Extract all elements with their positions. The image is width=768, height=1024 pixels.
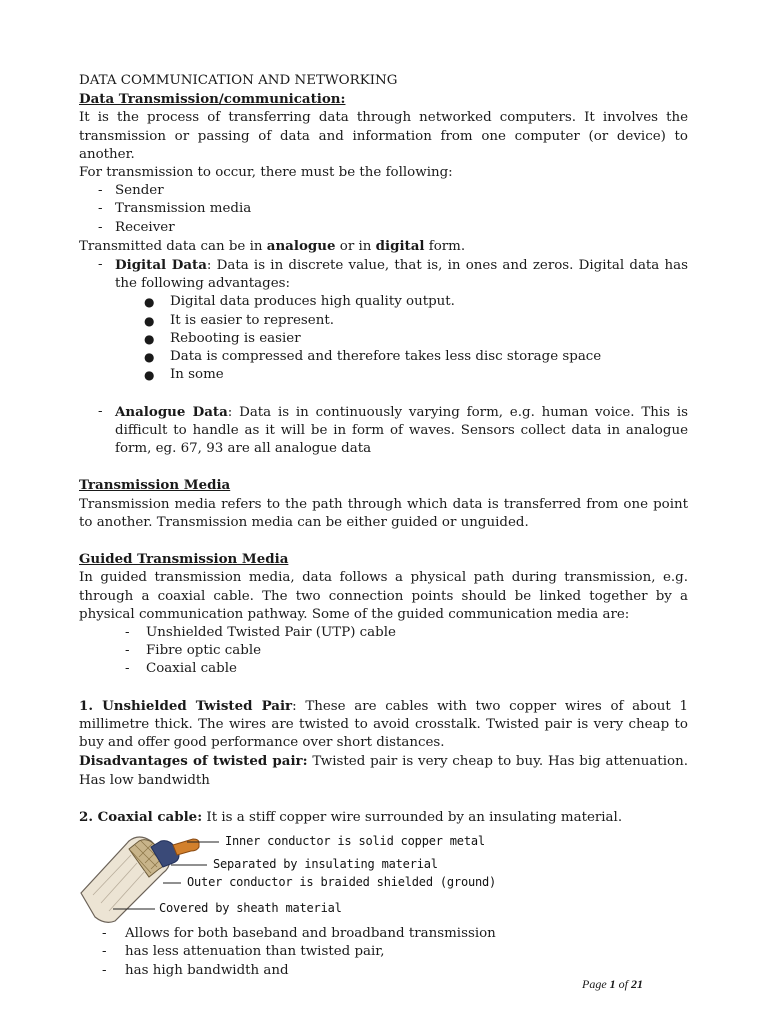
bullet-item bbox=[144, 348, 688, 366]
list-item bbox=[79, 642, 688, 660]
guided-media-paragraph: In guided transmission media, data follows a physical path during transmission, e.g. through a coaxial cable. The two connection points should be linked together by a physical communication pathway. Some of the guided communication media are: bbox=[79, 570, 688, 622]
list-item bbox=[79, 925, 688, 943]
utp-dis-label: Disadvantages of twisted pair: bbox=[79, 753, 308, 770]
transmission-media-paragraph: Transmission media refers to the path through which data is transferred from one point to another. Transmission media can be either guided or unguided. bbox=[79, 496, 688, 530]
bullet-dot: ● bbox=[144, 331, 155, 346]
bullet-dot: ● bbox=[144, 295, 155, 310]
bullet-text: In some bbox=[170, 367, 224, 383]
bullet-text: Rebooting is easier bbox=[170, 330, 301, 346]
analogue-data-label: Analogue Data bbox=[115, 403, 228, 420]
bullet-item bbox=[144, 312, 688, 330]
forms-pre: Transmitted data can be in bbox=[79, 238, 267, 254]
coax-label: 2. Coaxial cable: bbox=[79, 809, 203, 826]
footer-page-word: Page bbox=[582, 977, 610, 991]
bullet-text: Digital data produces high quality output. bbox=[170, 294, 455, 310]
footer-total-pages: 21 bbox=[631, 977, 643, 991]
section-heading-guided-media bbox=[79, 550, 688, 569]
spacer bbox=[79, 679, 688, 697]
bullet-item bbox=[144, 293, 688, 311]
coax-paragraph bbox=[79, 808, 688, 827]
list-dash: - bbox=[102, 962, 107, 978]
list-dash: - bbox=[125, 661, 130, 677]
digital-data-text: : Data is in discrete value, that is, in ones and zeros. Digital data has the following advantages: bbox=[115, 258, 688, 292]
utp-label: 1. Unshielded Twisted Pair bbox=[79, 697, 293, 714]
heading-text: Data Transmission/communication: bbox=[79, 91, 346, 108]
forms-analogue: analogue bbox=[266, 237, 336, 254]
list-dash: - bbox=[102, 944, 107, 960]
list-item-text: Sender bbox=[115, 183, 164, 199]
list-item bbox=[79, 660, 688, 678]
forms-post: form. bbox=[424, 238, 466, 254]
list-dash: - bbox=[125, 625, 130, 641]
list-dash: - bbox=[102, 926, 107, 942]
utp-paragraph bbox=[79, 697, 688, 753]
list-item-text: has less attenuation than twisted pair, bbox=[125, 944, 385, 960]
heading-text: Transmission Media bbox=[79, 477, 231, 494]
figure-label-sheath: Covered by sheath material bbox=[159, 901, 342, 916]
list-item-text: Transmission media bbox=[115, 201, 252, 217]
list-item-text: Coaxial cable bbox=[146, 661, 237, 677]
figure-label-insulating: Separated by insulating material bbox=[213, 857, 438, 872]
bullet-text: Data is compressed and therefore takes less disc storage space bbox=[170, 349, 602, 365]
document-page bbox=[79, 72, 688, 980]
coax-properties-list bbox=[79, 925, 688, 980]
list-item bbox=[79, 182, 688, 200]
figure-label-inner-conductor: Inner conductor is solid copper metal bbox=[225, 834, 485, 849]
bullet-item bbox=[144, 366, 688, 384]
spacer bbox=[79, 458, 688, 476]
guided-media-list bbox=[79, 624, 688, 679]
footer-of-word: of bbox=[615, 977, 631, 991]
list-item-text: Fibre optic cable bbox=[146, 643, 262, 659]
utp-text: : These are cables with two copper wires of about 1 millimetre thick. The wires are twisted to avoid crosstalk. Twisted pair is very cheap to buy and offer good performance over short distances. bbox=[79, 698, 688, 751]
bullet-dot: ● bbox=[144, 313, 155, 328]
section-heading-data-transmission bbox=[79, 90, 688, 109]
bullet-item bbox=[144, 330, 688, 348]
document-title: DATA COMMUNICATION AND NETWORKING bbox=[79, 73, 398, 88]
requirements-intro: For transmission to occur, there must be the following: bbox=[79, 165, 453, 181]
list-item-text: Unshielded Twisted Pair (UTP) cable bbox=[146, 625, 396, 641]
list-dash: - bbox=[125, 643, 130, 659]
list-dash: - bbox=[98, 219, 103, 235]
digital-data-label: Digital Data bbox=[115, 257, 207, 274]
bullet-dot: ● bbox=[144, 368, 155, 383]
page-footer bbox=[582, 977, 643, 992]
list-item bbox=[79, 200, 688, 218]
spacer bbox=[79, 790, 688, 808]
list-dash: - bbox=[98, 257, 103, 273]
section-heading-transmission-media bbox=[79, 476, 688, 495]
analogue-data-text: : Data is in continuously varying form, e.g. human voice. This is difficult to handle as it will be in form of waves. Sensors collect data in analogue form, eg. 67, 93 are all analogue data bbox=[115, 404, 688, 457]
list-dash: - bbox=[98, 183, 103, 199]
figure-label-outer-conductor: Outer conductor is braided shielded (ground) bbox=[187, 875, 497, 890]
utp-disadvantages bbox=[79, 752, 688, 789]
forms-mid: or in bbox=[335, 238, 376, 254]
list-item bbox=[79, 943, 688, 961]
list-item bbox=[79, 219, 688, 237]
digital-data-item bbox=[79, 256, 688, 293]
utp-dis-text: Twisted pair is very cheap to buy. Has big attenuation. Has low bandwidth bbox=[79, 754, 688, 788]
data-transmission-paragraph: It is the process of transferring data through networked computers. It involves the transmission or passing of data and information from one computer (or device) to another. bbox=[79, 110, 688, 162]
list-item-text: Allows for both baseband and broadband transmission bbox=[125, 926, 496, 942]
analogue-data-item bbox=[79, 403, 688, 459]
coax-text: It is a stiff copper wire surrounded by an insulating material. bbox=[202, 810, 623, 826]
heading-text: Guided Transmission Media bbox=[79, 551, 289, 568]
data-forms-sentence bbox=[79, 237, 688, 256]
digital-advantages-list bbox=[79, 293, 688, 384]
list-dash: - bbox=[98, 201, 103, 217]
forms-digital: digital bbox=[375, 237, 425, 254]
bullet-text: It is easier to represent. bbox=[170, 312, 334, 328]
footer-page-number: 1 bbox=[609, 977, 616, 991]
list-item-text: Receiver bbox=[115, 219, 175, 235]
list-item bbox=[79, 624, 688, 642]
spacer bbox=[79, 384, 688, 402]
list-item-text: has high bandwidth and bbox=[125, 962, 289, 978]
list-dash: - bbox=[98, 403, 103, 419]
requirements-list bbox=[79, 182, 688, 237]
coaxial-cable-diagram bbox=[79, 833, 499, 923]
bullet-dot: ● bbox=[144, 350, 155, 365]
spacer bbox=[79, 532, 688, 550]
